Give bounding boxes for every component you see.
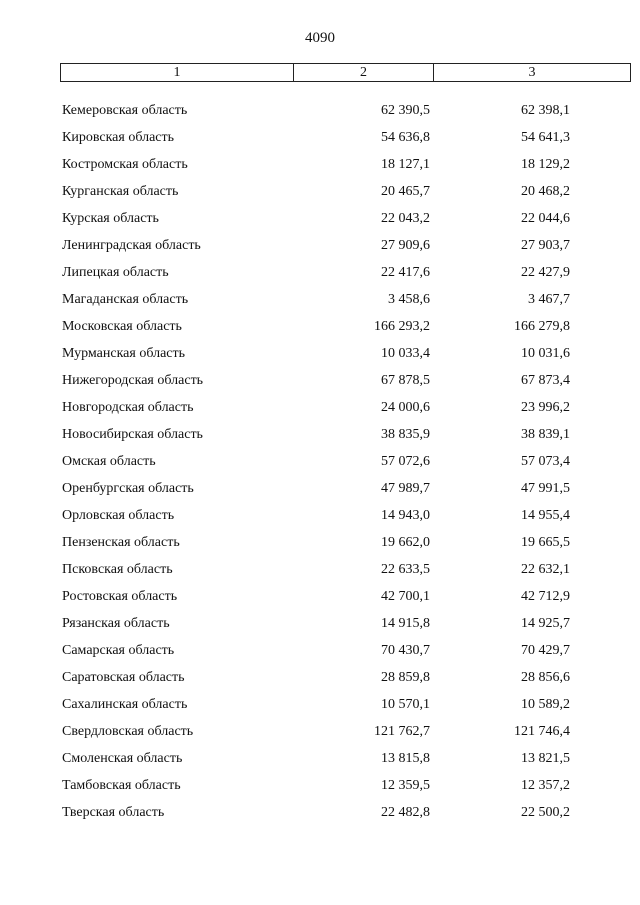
value-col-3: 13 821,5: [521, 751, 570, 766]
region-name: Костромская область: [62, 157, 188, 172]
table-row: [0, 371, 640, 398]
table-row: [0, 317, 640, 344]
table-row: [0, 209, 640, 236]
region-name: Оренбургская область: [62, 481, 194, 496]
table-row: [0, 695, 640, 722]
region-name: Липецкая область: [62, 265, 169, 280]
table-row: [0, 290, 640, 317]
header-col-3: 3: [528, 65, 536, 80]
table-header: [60, 63, 631, 82]
value-col-2: 18 127,1: [381, 157, 430, 172]
value-col-3: 121 746,4: [514, 724, 570, 739]
region-name: Смоленская область: [62, 751, 183, 766]
value-col-3: 28 856,6: [521, 670, 570, 685]
header-col-2: 2: [294, 64, 434, 81]
value-col-2: 13 815,8: [381, 751, 430, 766]
region-name: Кировская область: [62, 130, 175, 145]
value-col-3: 22 427,9: [521, 265, 570, 280]
table-row: [0, 128, 640, 155]
value-col-2: 121 762,7: [374, 724, 430, 739]
table-row: [0, 155, 640, 182]
table-row: [0, 722, 640, 749]
table-row: [0, 101, 640, 128]
value-col-3: 20 468,2: [521, 184, 570, 199]
value-col-3: 18 129,2: [521, 157, 570, 172]
value-col-3: 70 429,7: [521, 643, 570, 658]
region-name: Ростовская область: [62, 589, 178, 604]
region-name: Рязанская область: [62, 616, 170, 631]
table-row: [0, 452, 640, 479]
value-col-3: 22 044,6: [521, 211, 570, 226]
value-col-2: 24 000,6: [381, 400, 430, 415]
table-row: [0, 560, 640, 587]
value-col-2: 67 878,5: [381, 373, 430, 388]
table-row: [0, 803, 640, 830]
value-col-3: 62 398,1: [521, 103, 570, 118]
value-col-3: 14 955,4: [521, 508, 570, 523]
value-col-2: 19 662,0: [381, 535, 430, 550]
value-col-3: 57 073,4: [521, 454, 570, 469]
value-col-2: 3 458,6: [388, 292, 430, 307]
region-name: Мурманская область: [62, 346, 186, 361]
table-row: [0, 749, 640, 776]
table-row: [0, 506, 640, 533]
table-row: [0, 182, 640, 209]
region-name: Курганская область: [62, 184, 179, 199]
value-col-3: 38 839,1: [521, 427, 570, 442]
region-name: Новосибирская область: [62, 427, 203, 442]
value-col-3: 42 712,9: [521, 589, 570, 604]
header-col-1: 1: [61, 64, 294, 81]
table-row: [0, 398, 640, 425]
value-col-2: 22 043,2: [381, 211, 430, 226]
value-col-3: 10 031,6: [521, 346, 570, 361]
value-col-2: 22 633,5: [381, 562, 430, 577]
table-row: [0, 263, 640, 290]
value-col-2: 22 482,8: [381, 805, 430, 820]
region-name: Московская область: [62, 319, 182, 334]
region-name: Псковская область: [62, 562, 173, 577]
value-col-3: 3 467,7: [528, 292, 570, 307]
value-col-3: 22 500,2: [521, 805, 570, 820]
region-name: Магаданская область: [62, 292, 189, 307]
value-col-2: 166 293,2: [374, 319, 430, 334]
value-col-2: 14 915,8: [381, 616, 430, 631]
value-col-3: 67 873,4: [521, 373, 570, 388]
table-row: [0, 776, 640, 803]
value-col-3: 54 641,3: [521, 130, 570, 145]
value-col-2: 28 859,8: [381, 670, 430, 685]
region-name: Курская область: [62, 211, 159, 226]
value-col-2: 20 465,7: [381, 184, 430, 199]
region-name: Пензенская область: [62, 535, 180, 550]
value-col-2: 12 359,5: [381, 778, 430, 793]
table-row: [0, 587, 640, 614]
value-col-2: 27 909,6: [381, 238, 430, 253]
table-row: [0, 479, 640, 506]
table-row: [0, 614, 640, 641]
region-name: Омская область: [62, 454, 156, 469]
region-name: Нижегородская область: [62, 373, 204, 388]
value-col-3: 19 665,5: [521, 535, 570, 550]
region-name: Самарская область: [62, 643, 175, 658]
value-col-2: 10 570,1: [381, 697, 430, 712]
value-col-2: 42 700,1: [381, 589, 430, 604]
page-number: 4090: [305, 30, 335, 46]
region-name: Тамбовская область: [62, 778, 181, 793]
value-col-2: 10 033,4: [381, 346, 430, 361]
table-row: [0, 533, 640, 560]
table-body: [0, 101, 640, 830]
value-col-3: 14 925,7: [521, 616, 570, 631]
region-name: Саратовская область: [62, 670, 185, 685]
table-row: [0, 344, 640, 371]
value-col-2: 47 989,7: [381, 481, 430, 496]
value-col-2: 22 417,6: [381, 265, 430, 280]
table-row: [0, 668, 640, 695]
table-row: [0, 641, 640, 668]
table-row: [0, 236, 640, 263]
value-col-2: 62 390,5: [381, 103, 430, 118]
region-name: Кемеровская область: [62, 103, 188, 118]
value-col-2: 54 636,8: [381, 130, 430, 145]
value-col-2: 57 072,6: [381, 454, 430, 469]
value-col-3: 23 996,2: [521, 400, 570, 415]
value-col-3: 22 632,1: [521, 562, 570, 577]
table-row: [0, 425, 640, 452]
region-name: Ленинградская область: [62, 238, 201, 253]
region-name: Орловская область: [62, 508, 175, 523]
value-col-2: 70 430,7: [381, 643, 430, 658]
region-name: Тверская область: [62, 805, 165, 820]
value-col-2: 38 835,9: [381, 427, 430, 442]
value-col-3: 12 357,2: [521, 778, 570, 793]
value-col-3: 27 903,7: [521, 238, 570, 253]
region-name: Свердловская область: [62, 724, 194, 739]
value-col-3: 10 589,2: [521, 697, 570, 712]
value-col-2: 14 943,0: [381, 508, 430, 523]
value-col-3: 166 279,8: [514, 319, 570, 334]
region-name: Сахалинская область: [62, 697, 188, 712]
region-name: Новгородская область: [62, 400, 194, 415]
value-col-3: 47 991,5: [521, 481, 570, 496]
